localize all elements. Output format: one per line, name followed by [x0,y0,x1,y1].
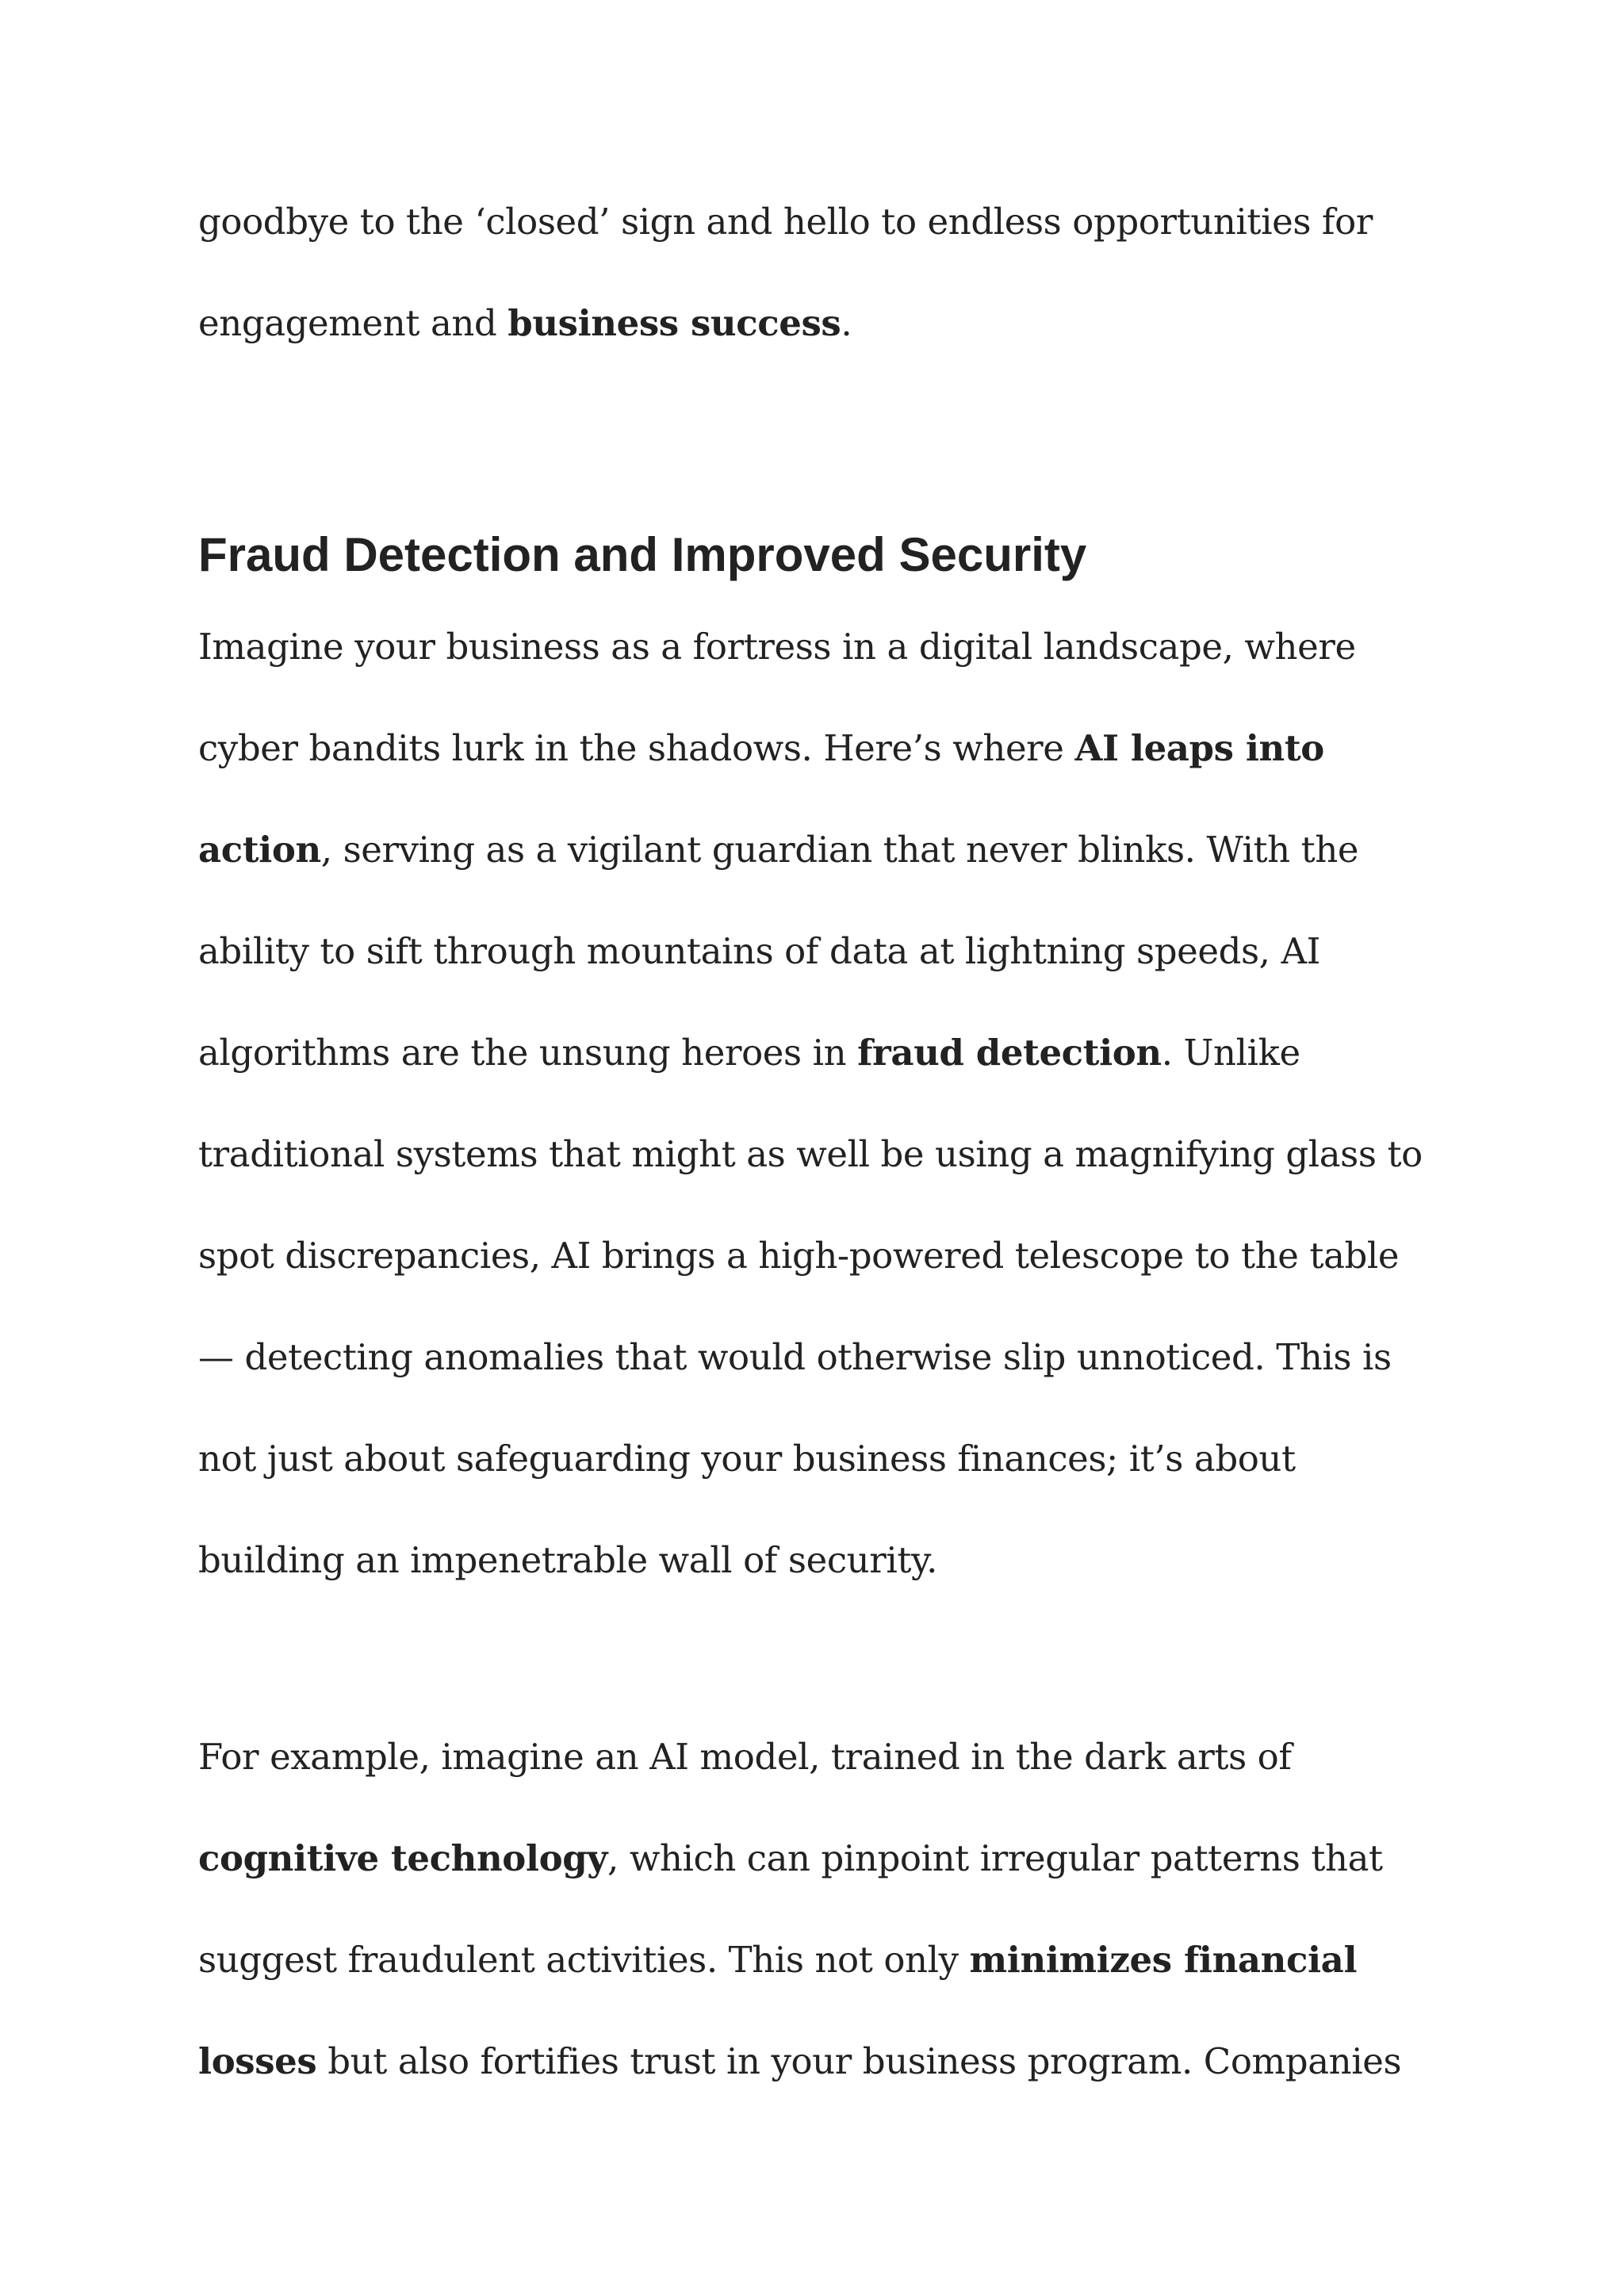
text-line: For example, imagine an AI model, trained in the dark arts of [198,1736,1292,1778]
text-line: ability to sift through mountains of data at lightning speeds, AI [198,930,1320,972]
bold-phrase: AI leaps into [1074,727,1324,769]
bold-phrase: business success [508,302,841,344]
text-line: goodbye to the ‘closed’ sign and hello to endless opportunities for [198,201,1373,243]
paragraph-fraud-detection [198,596,1423,1611]
text-line: spot discrepancies, AI brings a high-powered telescope to the table [198,1235,1400,1277]
bold-phrase: cognitive technology [198,1837,608,1879]
text-line: action, serving as a vigilant guardian that never blinks. With the [198,829,1359,871]
bold-phrase: losses [198,2040,317,2082]
paragraph-example [198,1706,1401,2112]
text-line: Imagine your business as a fortress in a digital landscape, where [198,626,1356,668]
text-line: algorithms are the unsung heroes in fraud detection. Unlike [198,1032,1300,1074]
text-line: losses but also fortifies trust in your business program. Companies [198,2040,1402,2082]
text-line: building an impenetrable wall of security. [198,1539,937,1581]
text-line: engagement and business success. [198,302,852,344]
text-line: cyber bandits lurk in the shadows. Here’s where AI leaps into [198,727,1324,769]
text-line: suggest fraudulent activities. This not only minimizes financial [198,1939,1358,1981]
bold-phrase: fraud detection [857,1032,1162,1074]
text-line: traditional systems that might as well be using a magnifying glass to [198,1133,1423,1175]
bold-phrase: action [198,829,321,871]
paragraph-intro [198,171,1373,374]
text-line: not just about safeguarding your business finances; it’s about [198,1438,1296,1480]
text-line: cognitive technology, which can pinpoint irregular patterns that [198,1837,1383,1879]
section-heading: Fraud Detection and Improved Security [198,528,1087,581]
bold-phrase: minimizes financial [969,1939,1358,1981]
text-line: — detecting anomalies that would otherwise slip unnoticed. This is [198,1336,1392,1378]
